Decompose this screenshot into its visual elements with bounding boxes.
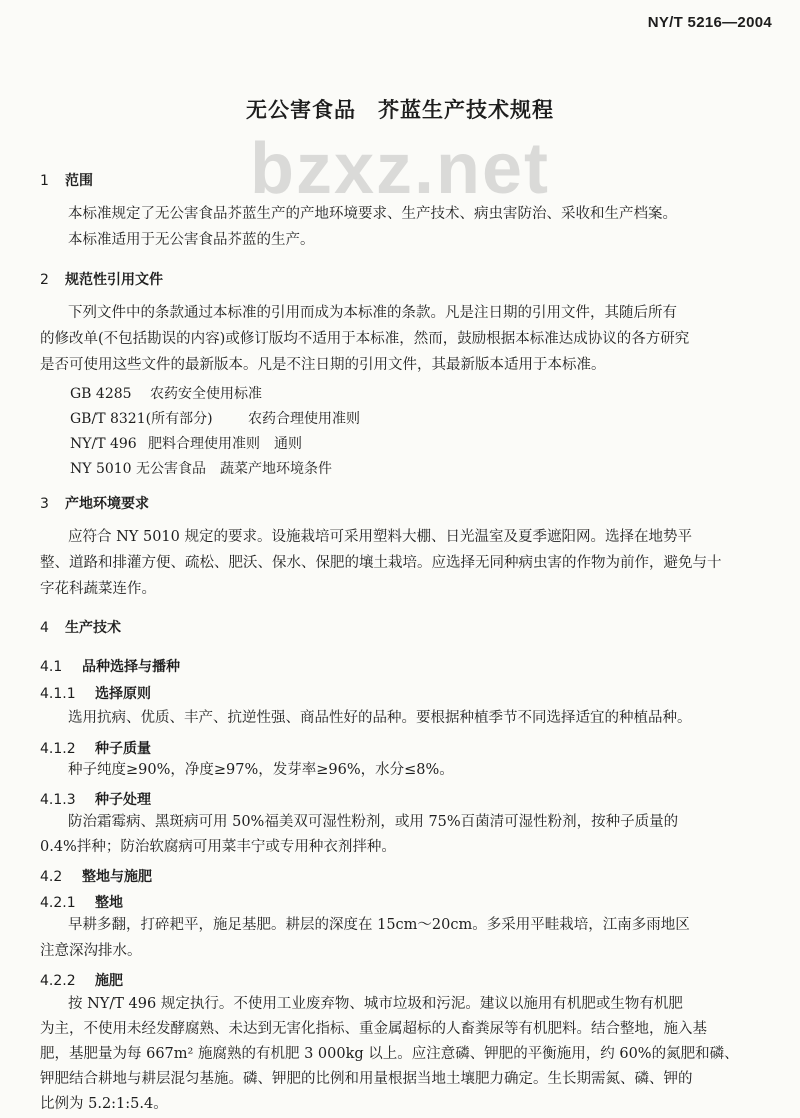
- section-title: 整地与施肥: [82, 869, 152, 885]
- paragraph-line: 为主，不使用未经发酵腐熟、未达到无害化指标、重金属超标的人畜粪尿等有机肥料。结合整地，施入基: [40, 1021, 707, 1037]
- section-heading: [40, 738, 151, 758]
- section-heading: [40, 789, 151, 809]
- title-part-1: 无公害食品: [246, 98, 356, 122]
- paragraph-line: 下列文件中的条款通过本标准的引用而成为本标准的条款。凡是注日期的引用文件，其随后所有: [68, 305, 677, 321]
- paragraph-line: 应符合 NY 5010 规定的要求。设施栽培可采用塑料大棚、日光温室及夏季遮阳网。选择在地势平: [68, 529, 692, 545]
- reference-item: [70, 408, 360, 428]
- section-number: 3: [40, 496, 49, 512]
- reference-name: 无公害食品 蔬菜产地环境条件: [136, 461, 332, 477]
- paragraph-line: 选用抗病、优质、丰产、抗逆性强、商品性好的品种。要根据种植季节不同选择适宜的种植品种。: [68, 710, 692, 726]
- section-title: 施肥: [95, 973, 123, 989]
- section-number: 4.1.2: [40, 741, 76, 757]
- paragraph-line: 0.4%拌种；防治软腐病可用菜丰宁或专用种衣剂拌种。: [40, 839, 396, 855]
- reference-item: [70, 383, 262, 403]
- section-number: 4.1.3: [40, 792, 76, 808]
- section-number: 1: [40, 173, 49, 189]
- document-title: [0, 94, 800, 124]
- section-heading: [40, 617, 121, 637]
- section-heading: [40, 170, 93, 190]
- section-number: 4.1.1: [40, 686, 76, 702]
- section-heading: [40, 970, 123, 990]
- reference-name: 农药合理使用准则: [248, 411, 360, 427]
- paragraph-line: 钾肥结合耕地与耕层混匀基施。磷、钾肥的比例和用量根据当地土壤肥力确定。生长期需氮、磷、钾的: [40, 1071, 693, 1087]
- section-heading: [40, 493, 149, 513]
- section-title: 种子质量: [95, 741, 151, 757]
- paragraph-line: 本标准规定了无公害食品芥蓝生产的产地环境要求、生产技术、病虫害防治、采收和生产档案。: [68, 206, 677, 222]
- paragraph-line: 按 NY/T 496 规定执行。不使用工业废弃物、城市垃圾和污泥。建议以施用有机肥或生物有机肥: [68, 996, 683, 1012]
- section-heading: [40, 866, 152, 886]
- section-title: 范围: [65, 173, 93, 189]
- standard-number: NY/T 5216—2004: [647, 14, 772, 31]
- section-title: 品种选择与播种: [82, 659, 180, 675]
- section-title: 种子处理: [95, 792, 151, 808]
- section-title: 整地: [95, 895, 123, 911]
- paragraph-line: 种子纯度≥90%，净度≥97%，发芽率≥96%，水分≤8%。: [68, 762, 454, 778]
- section-title: 生产技术: [65, 620, 121, 636]
- paragraph-line: 的修改单(不包括勘误的内容)或修订版均不适用于本标准，然而，鼓励根据本标准达成协议的各方研究: [40, 331, 690, 347]
- paragraph-line: 防治霜霉病、黑斑病可用 50%福美双可湿性粉剂，或用 75%百菌清可湿性粉剂，按种子质量的: [68, 814, 679, 830]
- paragraph-line: 本标准适用于无公害食品芥蓝的生产。: [68, 232, 315, 248]
- section-number: 4.1: [40, 659, 63, 675]
- reference-item: [70, 458, 332, 478]
- section-title: 选择原则: [95, 686, 151, 702]
- reference-item: [70, 433, 302, 453]
- section-title: 产地环境要求: [65, 496, 149, 512]
- reference-code: GB/T 8321(所有部分): [70, 411, 213, 427]
- section-title: 规范性引用文件: [65, 272, 163, 288]
- section-heading: [40, 269, 163, 289]
- reference-name: 农药安全使用标准: [150, 386, 262, 402]
- section-number: 4.2.1: [40, 895, 76, 911]
- watermark-text: bzxz.net: [249, 129, 551, 209]
- section-heading: [40, 683, 151, 703]
- section-number: 4.2: [40, 869, 63, 885]
- section-heading: [40, 892, 123, 912]
- paragraph-line: 整、道路和排灌方便、疏松、肥沃、保水、保肥的壤土栽培。应选择无同种病虫害的作物为前作，避免与十: [40, 555, 722, 571]
- section-number: 4.2.2: [40, 973, 76, 989]
- paragraph-line: 早耕多翻，打碎耙平，施足基肥。耕层的深度在 15cm～20cm。多采用平畦栽培，江南多雨地区: [68, 917, 690, 933]
- paragraph-line: 是否可使用这些文件的最新版本。凡是不注日期的引用文件，其最新版本适用于本标准。: [40, 357, 606, 373]
- title-part-2: 芥蓝生产技术规程: [378, 98, 554, 122]
- paragraph-line: 肥，基肥量为每 667m² 施腐熟的有机肥 3 000kg 以上。应注意磷、钾肥的平衡施用，约 60%的氮肥和磷、: [40, 1046, 739, 1062]
- paragraph-line: 比例为 5.2:1:5.4。: [40, 1096, 168, 1112]
- section-heading: [40, 656, 180, 676]
- reference-code: GB 4285: [70, 386, 132, 402]
- reference-code: NY 5010: [70, 461, 132, 477]
- section-number: 4: [40, 620, 49, 636]
- section-number: 2: [40, 272, 49, 288]
- paragraph-line: 字花科蔬菜连作。: [40, 581, 156, 597]
- reference-name: 肥料合理使用准则 通则: [148, 436, 302, 452]
- paragraph-line: 注意深沟排水。: [40, 943, 142, 959]
- reference-code: NY/T 496: [70, 436, 137, 452]
